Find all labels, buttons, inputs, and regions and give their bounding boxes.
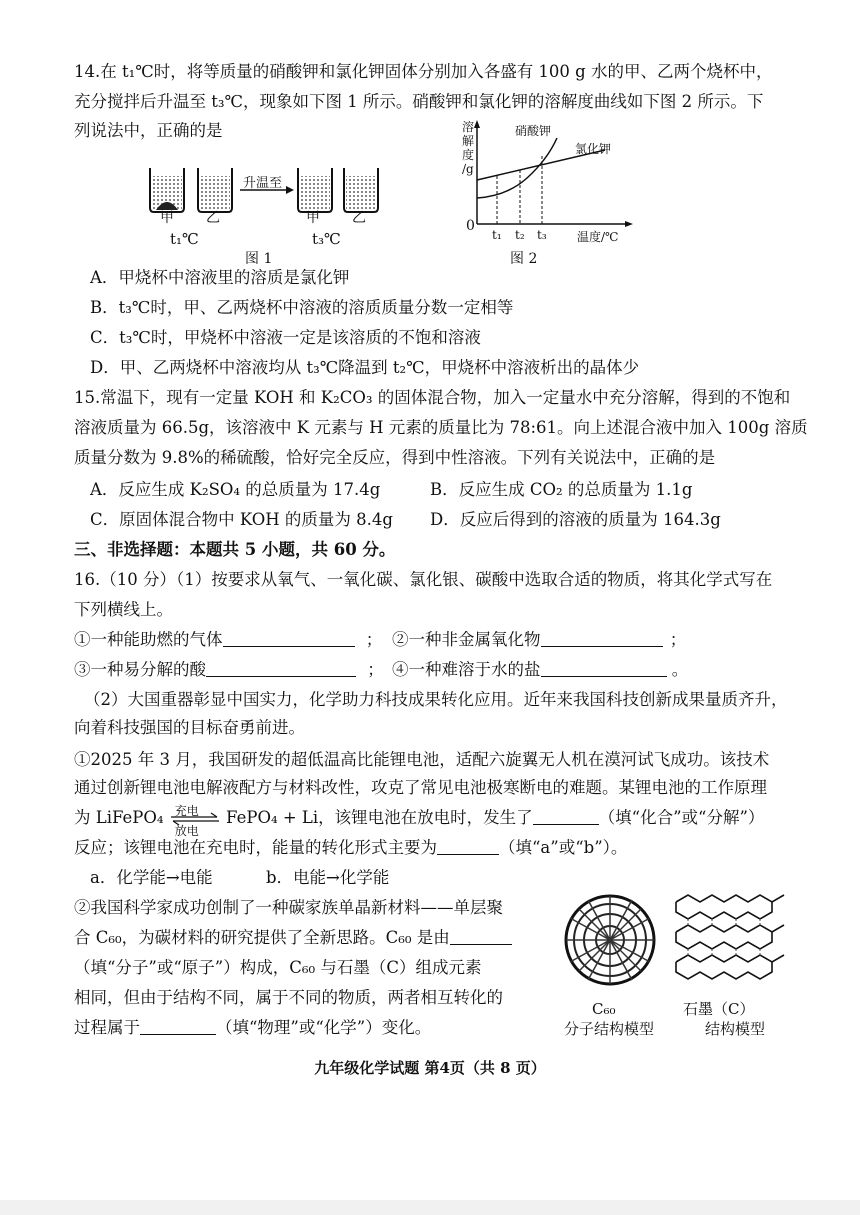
c60-model-image	[560, 890, 660, 990]
q16-s1-option-a: a．化学能→电能	[90, 868, 213, 887]
q16-item4: ④一种难溶于水的盐 。	[392, 660, 689, 679]
answer-blank-particle[interactable]	[450, 928, 512, 945]
page-bottom-edge	[0, 1200, 860, 1215]
graphite-model-image	[668, 890, 786, 994]
beaker-jia-t3	[298, 168, 332, 212]
fig2-ylabel: 溶 解 度 /g	[462, 120, 475, 176]
graphite-caption: 结构模型	[705, 1020, 766, 1038]
c60-caption: 分子结构模型	[564, 1020, 655, 1038]
q16-s1-option-b: b．电能→化学能	[266, 868, 390, 887]
answer-blank-4[interactable]	[541, 660, 667, 677]
answer-blank-1[interactable]	[223, 630, 355, 647]
q16-line2: 下列横线上。	[74, 600, 173, 619]
q15-line1: 15.常温下，现有一定量 KOH 和 K₂CO₃ 的固体混合物，加入一定量水中充分溶解，得到的不饱和	[74, 388, 791, 407]
q16-s1-line1: ①2025 年 3 月，我国研发的超低温高比能锂电池，适配六旋翼无人机在漠河试飞成功。该技术	[74, 750, 770, 769]
beaker-yi-t3	[344, 168, 378, 212]
fig2-series-kcl: 氯化钾	[575, 142, 612, 156]
beaker-jia-t1	[150, 168, 184, 212]
answer-blank-3[interactable]	[206, 660, 356, 677]
q16-s2-line3: （填“分子”或“原子”）构成，C₆₀ 与石墨（C）组成元素	[74, 958, 482, 977]
fig1-arrow-label: 升温至	[243, 176, 283, 191]
curve-kno3	[477, 138, 557, 198]
q16-s2-line4: 相同，但由于结构不同，属于不同的物质，两者相互转化的	[74, 988, 503, 1007]
q14-line3: 列说法中，正确的是	[74, 121, 223, 140]
q16-part2-line1: （2）大国重器彰显中国实力，化学助力科技成果转化应用。近年来我国科技创新成果量质齐升，	[84, 690, 788, 709]
q14-line1: 14.在 t₁℃时，将等质量的硝酸钾和氯化钾固体分别加入各盛有 100 g 水的甲、乙两个烧杯中，	[74, 62, 773, 81]
answer-blank-reaction-type[interactable]	[533, 808, 599, 825]
fig2-tick-t2: t₂	[515, 228, 525, 242]
fig2-xlabel: 温度/℃	[577, 230, 619, 244]
fig1-label-yi-2: 乙	[352, 210, 366, 226]
fig1-temp-t1: t₁℃	[170, 230, 199, 248]
fig2-tick-t1: t₁	[492, 228, 502, 242]
q16-line1: 16.（10 分）（1）按要求从氧气、一氧化碳、氯化银、碳酸中选取合适的物质，将其化学式写在	[74, 570, 773, 589]
q15-option-c: C．原固体混合物中 KOH 的质量为 8.4g	[90, 510, 393, 529]
fig1-label-jia-1: 甲	[160, 210, 174, 226]
fig2-tick-t3: t₃	[537, 228, 547, 242]
q14-line2: 充分搅拌后升温至 t₃℃，现象如下图 1 所示。硝酸钾和氯化钾的溶解度曲线如下图 2 所示。下	[74, 92, 764, 111]
section3-title: 三、非选择题：本题共 5 小题，共 60 分。	[74, 540, 396, 559]
reversible-arrow: 充电 放电	[169, 809, 221, 829]
q15-option-a: A．反应生成 K₂SO₄ 的总质量为 17.4g	[90, 480, 381, 499]
q16-part2-line2: 向着科技强国的目标奋勇前进。	[74, 718, 305, 737]
q14-option-a: A．甲烧杯中溶液里的溶质是氯化钾	[90, 268, 350, 287]
c60-label: C₆₀	[592, 1000, 616, 1018]
q16-s2-line2: 合 C₆₀，为碳材料的研究提供了全新思路。C₆₀ 是由	[74, 928, 512, 948]
q16-s1-line4: 反应；该锂电池在充电时，能量的转化形式主要为 （填“a”或“b”）。	[74, 838, 628, 857]
q16-s1-equation-line: 为 LiFePO₄ 充电 放电 FePO₄ + Li，该锂电池在放电时，发生了 （填“化合”或“分解”）	[74, 803, 765, 838]
graphite-label: 石墨（C）	[683, 1000, 755, 1018]
q15-option-b: B．反应生成 CO₂ 的总质量为 1.1g	[430, 480, 693, 499]
fig1-label-yi-1: 乙	[206, 210, 220, 226]
q16-s1-line2: 通过创新锂电池电解液配方与材料改性，攻克了常见电池极寒断电的难题。某锂电池的工作原理	[74, 778, 767, 797]
q14-option-c: C．t₃℃时，甲烧杯中溶液一定是该溶质的不饱和溶液	[90, 328, 481, 347]
q16-s2-line1: ②我国科学家成功创制了一种碳家族单晶新材料——单层聚	[74, 898, 503, 917]
q15-line2: 溶液质量为 66.5g，该溶液中 K 元素与 H 元素的质量比为 78:61。向上述混合液中加入 100g 溶质	[74, 418, 808, 437]
answer-blank-change-type[interactable]	[140, 1018, 216, 1035]
answer-blank-energy[interactable]	[437, 838, 499, 855]
page-footer: 九年级化学试题 第4页（共 8 页）	[314, 1059, 546, 1077]
fig1-temp-t3: t₃℃	[312, 230, 341, 248]
fig1-label-jia-2: 甲	[306, 210, 320, 226]
answer-blank-2[interactable]	[541, 630, 663, 647]
q16-item3: ③一种易分解的酸 ；	[74, 660, 384, 679]
q15-line3: 质量分数为 9.8%的稀硫酸，恰好完全反应，得到中性溶液。下列有关说法中，正确的是	[74, 448, 716, 467]
q14-option-d: D．甲、乙两烧杯中溶液均从 t₃℃降温到 t₂℃，甲烧杯中溶液析出的晶体少	[90, 358, 640, 377]
q16-item2: ②一种非金属氧化物 ；	[392, 630, 687, 649]
q15-option-d: D．反应后得到的溶液的质量为 164.3g	[430, 510, 721, 529]
fig1-caption: 图 1	[245, 251, 273, 267]
q14-option-b: B．t₃℃时，甲、乙两烧杯中溶液的溶质质量分数一定相等	[90, 298, 514, 317]
fig2-caption: 图 2	[510, 251, 538, 267]
q16-item1: ①一种能助燃的气体 ；	[74, 630, 383, 649]
beaker-yi-t1	[198, 168, 232, 212]
fig2-origin: 0	[466, 218, 475, 234]
fig2-series-kno3: 硝酸钾	[515, 124, 552, 138]
q16-s2-line5: 过程属于 （填“物理”或“化学”）变化。	[74, 1018, 432, 1037]
